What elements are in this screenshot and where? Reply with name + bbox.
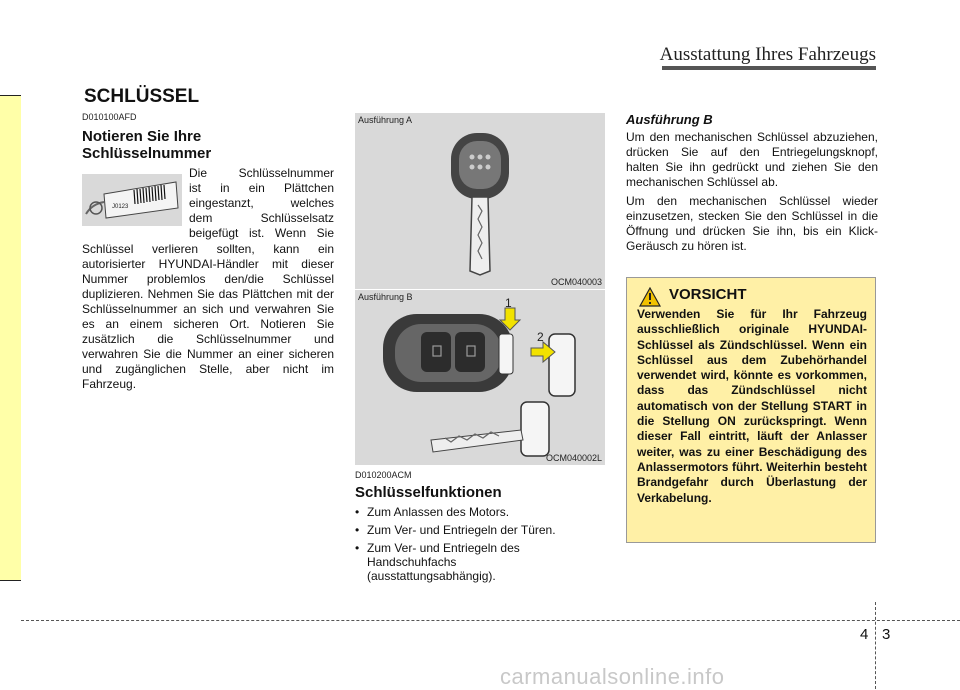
version-b-paragraph-2: Um den mechanischen Schlüssel wieder einzusetzen, stecken Sie den Schlüssel in die Öffnung und drücken Sie ihn, bis ein Klick-Geräusch zu hören ist. [626, 194, 878, 253]
key-number-section [82, 112, 334, 392]
figure-key-version-b [355, 289, 605, 465]
section-code: D010100AFD [82, 112, 137, 122]
figure-a-label: Ausführung A [358, 115, 413, 125]
heading-line-1: Notieren Sie Ihre [82, 128, 202, 145]
list-item: • Zum Ver- und Entriegeln der Türen. [355, 523, 605, 537]
section-title: SCHLÜSSEL [84, 86, 200, 107]
key-number-paragraph: Schlüssel verlieren sollten, kann ein autorisierter HYUNDAI-Händler mit dieser Nummer problemlos den/die Schlüssel duplizieren. Nehmen Sie das Plättchen mit der Schlüsselnummer an sich und verwahren Sie es an einem sicheren Ort. Notieren Sie zusätzlich die Schlüsselnummer und verwahren Sie die Nummer an einer sicheren und zugänglichen Stelle, aber nicht im Fahrzeug. [82, 242, 334, 391]
list-item: • Zum Anlassen des Motors. [355, 505, 605, 519]
warning-text: Verwenden Sie für Ihr Fahrzeug ausschließlich originale HYUNDAI-Schlüssel als Zündschlüssel. Wenn ein Schlüssel aus dem Zubehörhandel verwendet wird, könnte es vorkommen, dass das Zündschlüssel nicht automatisch von der Stellung START in die Stellung ON zurückspringt. Wenn dieser Fall eintritt, läuft der Anlasser weiter, was zu einer Beschädigung des Anlassermotors führt. Weiterhin besteht Brandgefahr durch Überlastung der Verkabelung. [637, 307, 867, 505]
figure-b-label: Ausführung B [358, 292, 413, 302]
smart-key-illustration [355, 290, 605, 465]
functions-code: D010200ACM [355, 470, 412, 480]
watermark: carmanualsonline.info [500, 664, 725, 689]
key-number-text-beside [189, 166, 334, 241]
version-b-section [626, 112, 878, 254]
footer-rule [21, 620, 960, 621]
side-margin-strip [0, 95, 21, 581]
beside-line-1: Die Schlüsselnummer [189, 166, 334, 180]
figure-b-marker-1: 1 [505, 296, 512, 310]
figure-b-marker-2: 2 [537, 330, 544, 344]
key-tag-image [82, 174, 182, 226]
beside-line-5: beigefügt ist. Wenn Sie [189, 226, 334, 240]
beside-line-4: dem Schlüsselsatz [189, 211, 334, 225]
warning-triangle-icon [639, 287, 661, 307]
key-tag-number: J0123 [112, 204, 129, 210]
flip-key-icon [445, 127, 515, 277]
figure-b-code: OCM040002L [545, 453, 602, 463]
beside-line-2: ist in ein Plättchen [189, 181, 334, 195]
running-header: Ausstattung Ihres Fahrzeugs [659, 44, 876, 65]
warning-title: VORSICHT [669, 286, 747, 303]
page-number-divider [875, 602, 876, 689]
list-item: • Zum Ver- und Entriegeln des Handschuhfachs (ausstattungsabhängig). [355, 541, 605, 583]
figure-key-version-a [355, 113, 605, 289]
functions-list [355, 505, 605, 583]
side-divider-top [0, 95, 21, 96]
header-rule [662, 66, 876, 70]
heading-line-2: Schlüsselnummer [82, 145, 212, 162]
key-tag-block [82, 166, 334, 242]
version-b-heading: Ausführung B [626, 112, 713, 127]
key-functions-section [355, 470, 605, 587]
page-number: 3 [882, 626, 891, 643]
beside-line-3: eingestanzt, welches [189, 196, 334, 210]
figure-a-code: OCM040003 [550, 277, 602, 287]
warning-box [626, 277, 876, 543]
key-number-heading [82, 128, 334, 162]
side-divider-bottom [0, 580, 21, 581]
version-b-paragraph-1: Um den mechanischen Schlüssel abzuziehen, drücken Sie auf den Entriegelungsknopf, halten Sie ihn gedrückt und ziehen Sie den mechanischen Schlüssel ab. [626, 130, 878, 189]
chapter-number: 4 [860, 626, 869, 643]
functions-heading: Schlüsselfunktionen [355, 484, 502, 501]
